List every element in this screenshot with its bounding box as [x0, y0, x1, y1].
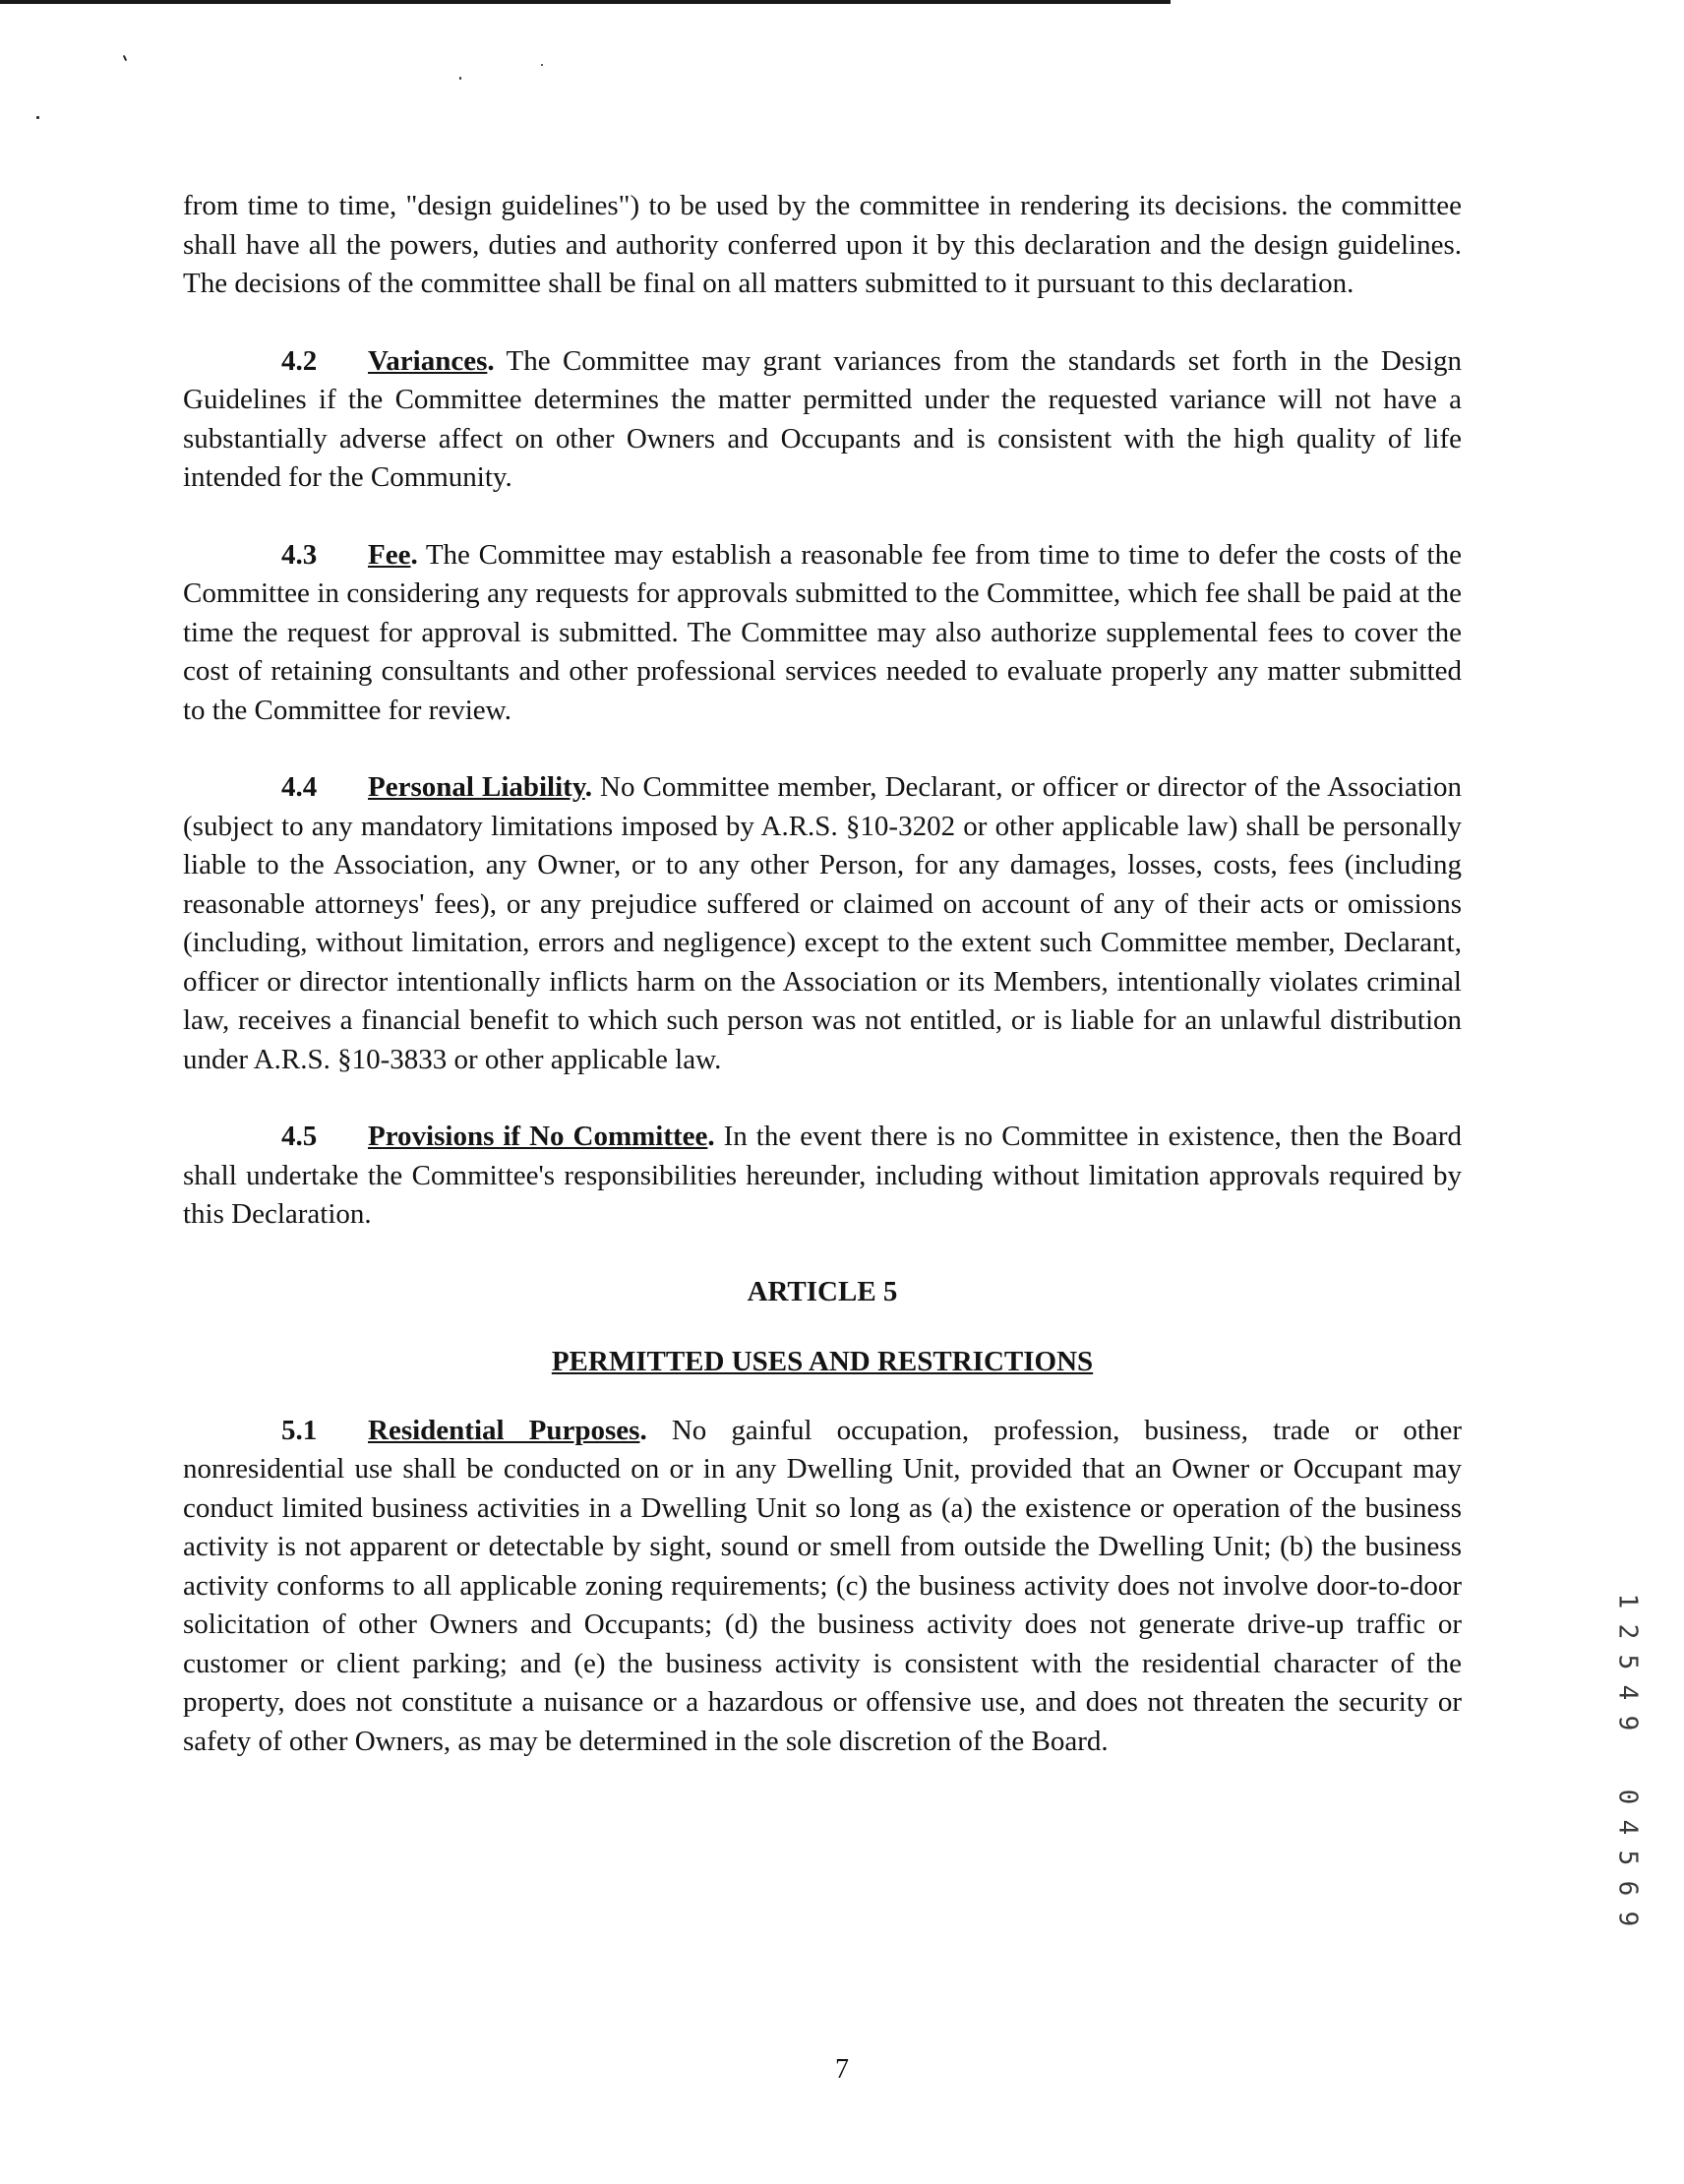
section-number: 5.1: [281, 1414, 318, 1446]
section-4-2: 4.2 Variances. The Committee may grant variances from the standards set forth in the Design Guidelines if the Committee determines the matter permitted under the requested variance will not have a substantially adverse affect on other Owners and Occupants and is consistent with the high quality of life intended for the Community.: [183, 342, 1462, 498]
section-body: No Committee member, Declarant, or officer or director of the Association (subject to any mandatory limitations imposed by A.R.S. §10-3202 or other applicable law) shall be personally liable to the Association, any Owner, or to any other Person, for any damages, losses, costs, fees (including reasonable attorneys' fees), or any prejudice suffered or claimed on account of any of their acts or omissions (including, without limitation, errors and negligence) except to the extent such Committee member, Declarant, officer or director intentionally inflicts harm on the Association or its Members, intentionally violates criminal law, receives a financial benefit to which such person was not entitled, or is liable for an unlawful distribution under A.R.S. §10-3833 or other applicable law.: [183, 771, 1462, 1075]
scan-speck: [459, 77, 461, 80]
stamp-digit: 2: [1612, 1623, 1643, 1640]
section-heading: Personal Liability: [368, 771, 585, 803]
section-body: In the event there is no Committee in existence, then the Board shall undertake the Committee's responsibilities hereunder, including without limitation approvals required by this Declaration.: [183, 1121, 1463, 1230]
section-heading: Variances: [368, 344, 488, 377]
section-heading: Fee: [368, 538, 411, 571]
page-number: 7: [835, 2054, 849, 2085]
section-4-5: 4.5 Provisions if No Committee. In the event there is no Committee in existence, then the Board shall undertake the Committee's responsibilities hereunder, including without limitation approvals required by this Declaration.: [183, 1118, 1462, 1235]
section-body: The Committee may establish a reasonable fee from time to time to defer the costs of the Committee in considering any requests for approvals submitted to the Committee, which fee shall be paid at the time the request for approval is submitted. The Committee may also authorize supplemental fees to cover the cost of retaining consultants and other professional services needed to evaluate properly any matter submitted to the Committee for review.: [183, 538, 1462, 726]
stamp-digit: 5: [1612, 1654, 1643, 1670]
article-subtitle: PERMITTED USES AND RESTRICTIONS: [551, 1346, 1094, 1377]
section-number: 4.3: [281, 538, 318, 571]
section-5-1: 5.1 Residential Purposes. No gainful occupation, profession, business, trade or other nonresidential use shall be conducted on or in any Dwelling Unit, provided that an Owner or Occupant may conduct limited business activities in a Dwelling Unit so long as (a) the existence or operation of the business activity is not apparent or detectable by sight, sound or smell from outside the Dwelling Unit; (b) the business activity conforms to all applicable zoning requirements; (c) the business activity does not involve door-to-door solicitation of other Owners and Occupants; (d) the business activity does not generate drive-up traffic or customer or client parking; and (e) the business activity is consistent with the residential character of the property, does not constitute a nuisance or a hazardous or offensive use, and does not threaten the security or safety of other Owners, as may be determined in the sole discretion of the Board.: [183, 1412, 1462, 1762]
article-title: ARTICLE 5: [747, 1275, 898, 1307]
section-4-4: 4.4 Personal Liability. No Committee member, Declarant, or officer or director of the Association (subject to any mandatory limitations imposed by A.R.S. §10-3202 or other applicable law) shall be personally liable to the Association, any Owner, or to any other Person, for any damages, losses, costs, fees (including reasonable attorneys' fees), or any prejudice suffered or claimed on account of any of their acts or omissions (including, without limitation, errors and negligence) except to the extent such Committee member, Declarant, officer or director intentionally inflicts harm on the Association or its Members, intentionally violates criminal law, receives a financial benefit to which such person was not entitled, or is liable for an unlawful distribution under A.R.S. §10-3833 or other applicable law.: [183, 768, 1462, 1079]
section-body: No gainful occupation, profession, business, trade or other nonresidential use shall be conducted on or in any Dwelling Unit, provided that an Owner or Occupant may conduct limited business activities in a Dwelling Unit so long as (a) the existence or operation of the business activity is not apparent or detectable by sight, sound or smell from outside the Dwelling Unit; (b) the business activity conforms to all applicable zoning requirements; (c) the business activity does not involve door-to-door solicitation of other Owners and Occupants; (d) the business activity does not generate drive-up traffic or customer or client parking; and (e) the business activity is consistent with the residential character of the property, does not constitute a nuisance or a hazardous or offensive use, and does not threaten the security or safety of other Owners, as may be determined in the sole discretion of the Board.: [183, 1414, 1463, 1757]
stamp-digit: 6: [1612, 1880, 1643, 1897]
stamp-digit: 0: [1612, 1789, 1643, 1805]
scan-speck: [123, 55, 127, 61]
top-scan-border: [0, 0, 1171, 4]
continuation-paragraph: from time to time, "design guidelines") to be used by the committee in rendering its decisions. the committee shall have all the powers, duties and authority conferred upon it by this declaration and the design guidelines. The decisions of the committee shall be final on all matters submitted to it pursuant to this declaration.: [183, 190, 1462, 299]
stamp-digit: 5: [1612, 1850, 1643, 1866]
section-body: The Committee may grant variances from the standards set forth in the Design Guidelines if the Committee determines the matter permitted under the requested variance will not have a substantially adverse affect on other Owners and Occupants and is consistent with the high quality of life intended for the Community.: [183, 344, 1462, 493]
scan-speck: [541, 64, 543, 66]
section-heading: Residential Purposes: [368, 1414, 640, 1446]
scan-speck: [36, 116, 39, 119]
section-number: 4.4: [281, 771, 318, 803]
recording-stamp: [1609, 1586, 1645, 1934]
section-number: 4.2: [281, 344, 318, 377]
section-number: 4.5: [281, 1121, 318, 1152]
section-4-3: 4.3 Fee. The Committee may establish a reasonable fee from time to time to defer the costs of the Committee in considering any requests for approvals submitted to the Committee, which fee shall be paid at the time the request for approval is submitted. The Committee may also authorize supplemental fees to cover the cost of retaining consultants and other professional services needed to evaluate properly any matter submitted to the Committee for review.: [183, 536, 1462, 731]
stamp-digit: 1: [1612, 1593, 1643, 1609]
stamp-digit: 4: [1612, 1819, 1643, 1836]
stamp-digit: 9: [1612, 1911, 1643, 1927]
stamp-digit: 9: [1612, 1715, 1643, 1731]
section-heading: Provisions if No Committee: [368, 1121, 708, 1152]
stamp-digit: 4: [1612, 1684, 1643, 1701]
document-body: [183, 187, 1462, 1761]
